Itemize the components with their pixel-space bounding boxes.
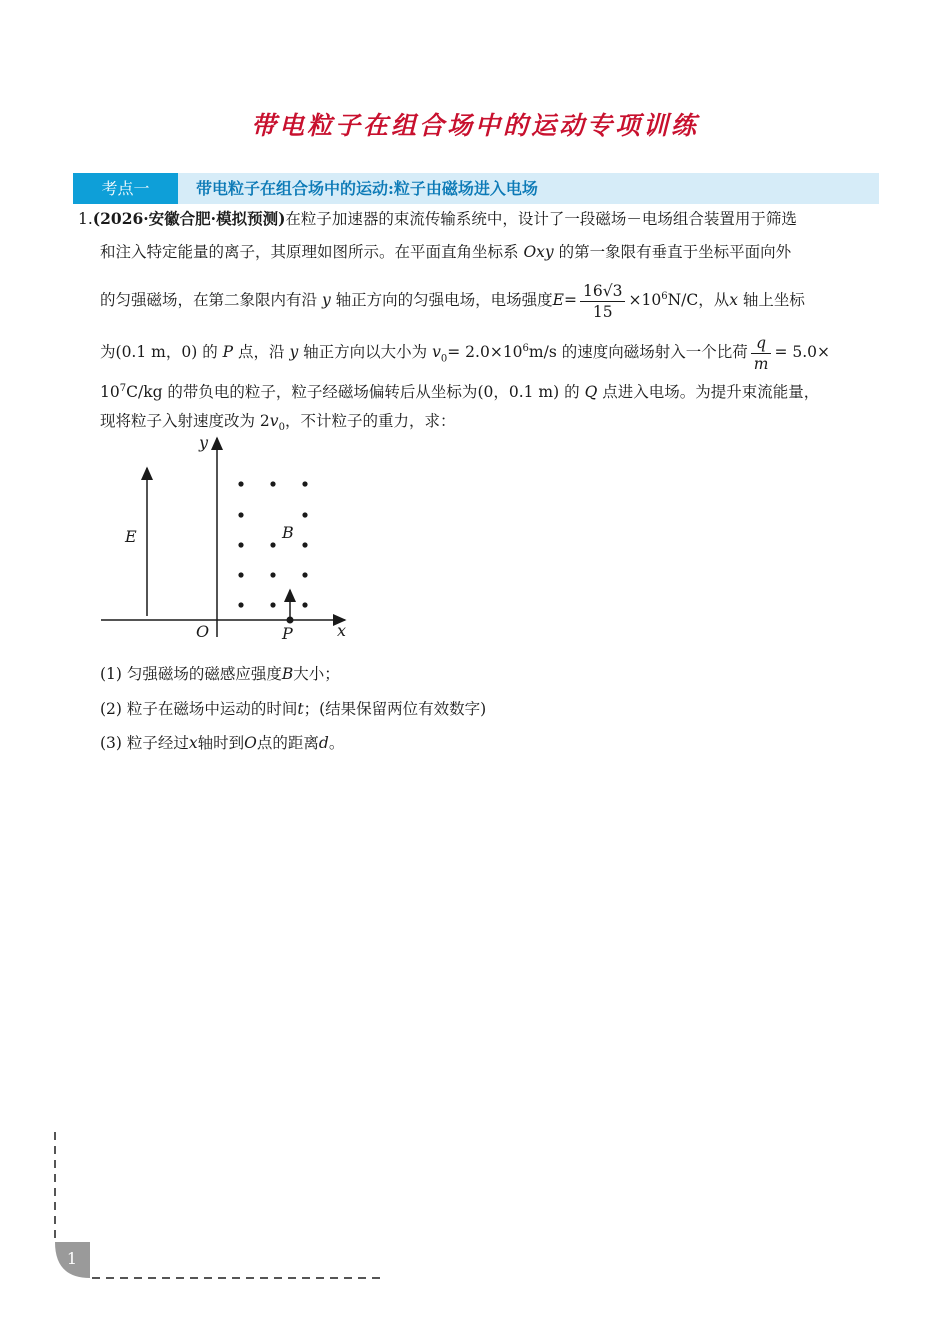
question-text: 和注入特定能量的离子，其原理如图所示。在平面直角坐标系 <box>100 243 519 261</box>
math-var: Q <box>584 383 598 402</box>
sub-question-text: ；(结果保留两位有效数字) <box>303 700 487 718</box>
origin-label: O <box>196 622 210 641</box>
math-coord: (0，0.1 m) <box>477 383 560 402</box>
field-diagram <box>95 432 365 647</box>
sub-question-text: 点的距离 <box>256 734 319 752</box>
question-text: 现将粒子入射速度改为 2 <box>100 412 270 430</box>
math-var: x <box>729 291 738 310</box>
question-line-3 <box>78 271 888 323</box>
field-dot <box>270 602 275 607</box>
math-var: O <box>244 734 257 752</box>
math-var: E <box>552 291 564 310</box>
sub-question-text: 大小； <box>293 665 340 683</box>
axis-label-x: x <box>337 621 347 640</box>
math-text: 10 <box>100 383 120 402</box>
math-exponent: 6 <box>661 291 668 302</box>
math-var: y <box>321 291 331 310</box>
math-var: v <box>432 343 441 362</box>
section-tag: 考点一 <box>73 173 178 204</box>
sub-question-2 <box>100 697 486 719</box>
field-dot <box>238 512 243 517</box>
electric-field-label: E <box>125 527 137 546</box>
field-dot <box>302 572 307 577</box>
field-dot <box>238 481 243 486</box>
question-source: (2026·安徽合肥·模拟预测) <box>92 209 286 228</box>
fraction-denominator: 15 <box>592 302 613 321</box>
math-var: Oxy <box>523 243 554 261</box>
fraction-q-m <box>751 333 772 374</box>
axis-label-y: y <box>199 433 209 452</box>
question-text: 的匀强磁场，在第二象限内有沿 <box>100 291 318 310</box>
math-text: ×10 <box>628 291 662 310</box>
sub-question-text: (3) 粒子经过 <box>100 734 189 752</box>
question-line-4 <box>78 323 888 375</box>
math-coord: (0.1 m，0) <box>115 343 198 362</box>
field-dot <box>302 512 307 517</box>
question-1 <box>78 205 888 435</box>
field-dot <box>302 602 307 607</box>
field-dot <box>270 481 275 486</box>
math-op: = <box>564 291 577 310</box>
point-P-dot <box>287 617 294 624</box>
question-text: 点，沿 <box>238 343 285 362</box>
math-exponent: 6 <box>522 343 529 354</box>
math-var: t <box>297 700 304 718</box>
math-text: = 5.0× <box>774 343 830 362</box>
question-text: m/s 的速度向磁场射入一个比荷 <box>528 343 748 362</box>
field-dot <box>238 572 243 577</box>
sub-question-text: 。 <box>328 734 345 752</box>
math-var: y <box>289 343 299 362</box>
sub-question-text: 轴时到 <box>197 734 245 752</box>
section-title: 带电粒子在组合场中的运动:粒子由磁场进入电场 <box>196 179 538 198</box>
sub-question-1 <box>100 662 340 684</box>
field-dot <box>238 542 243 547</box>
question-line-1 <box>78 205 888 233</box>
magnetic-field-label: B <box>282 523 294 542</box>
question-line-5 <box>78 375 888 407</box>
question-text: N/C，从 <box>667 291 730 310</box>
fraction-numerator: q <box>751 333 772 354</box>
fraction-denominator: m <box>753 354 769 373</box>
field-dot <box>302 542 307 547</box>
page-number: 1 <box>66 1249 78 1268</box>
section-header <box>73 173 879 204</box>
question-text: ，不计粒子的重力，求： <box>284 412 456 430</box>
fraction-numerator: 16√3 <box>580 281 625 302</box>
math-text: = 2.0×10 <box>447 343 523 362</box>
question-text: 轴上坐标 <box>742 291 805 310</box>
field-dot <box>302 481 307 486</box>
question-text: 轴正方向以大小为 <box>303 343 428 362</box>
question-text: 的 <box>564 383 580 402</box>
fraction-E <box>580 281 625 322</box>
question-text: 轴正方向的匀强电场，电场强度 <box>335 291 553 310</box>
math-var: B <box>281 665 294 683</box>
math-var: x <box>188 734 198 752</box>
question-number: 1. <box>78 210 93 228</box>
question-text: 为 <box>100 343 116 362</box>
math-exponent: 7 <box>119 383 127 394</box>
field-dot <box>270 572 275 577</box>
question-text: 点进入电场。为提升束流能量， <box>602 383 820 402</box>
question-text: 在粒子加速器的束流传输系统中，设计了一段磁场－电场组合装置用于筛选 <box>285 210 797 228</box>
question-line-2 <box>78 233 888 271</box>
math-var: d <box>318 734 329 752</box>
question-text: C/kg 的带负电的粒子，粒子经磁场偏转后从坐标为 <box>126 383 478 402</box>
page-title: 带电粒子在组合场中的运动专项训练 <box>250 111 699 140</box>
question-text: 的第一象限有垂直于坐标平面向外 <box>558 243 792 261</box>
question-text: 的 <box>202 343 218 362</box>
math-subscript: 0 <box>440 353 448 365</box>
sub-question-3 <box>100 731 344 753</box>
field-dot <box>270 542 275 547</box>
math-var: v <box>269 412 279 430</box>
math-var: P <box>222 343 234 362</box>
field-dot <box>238 602 243 607</box>
point-P-label: P <box>282 624 293 643</box>
math-subscript: 0 <box>278 422 285 434</box>
magnetic-field-dots <box>238 481 307 607</box>
page-corner-marker <box>52 1130 382 1282</box>
sub-question-text: (1) 匀强磁场的磁感应强度 <box>100 665 282 683</box>
question-line-6 <box>78 407 888 435</box>
sub-question-text: (2) 粒子在磁场中运动的时间 <box>100 700 298 718</box>
